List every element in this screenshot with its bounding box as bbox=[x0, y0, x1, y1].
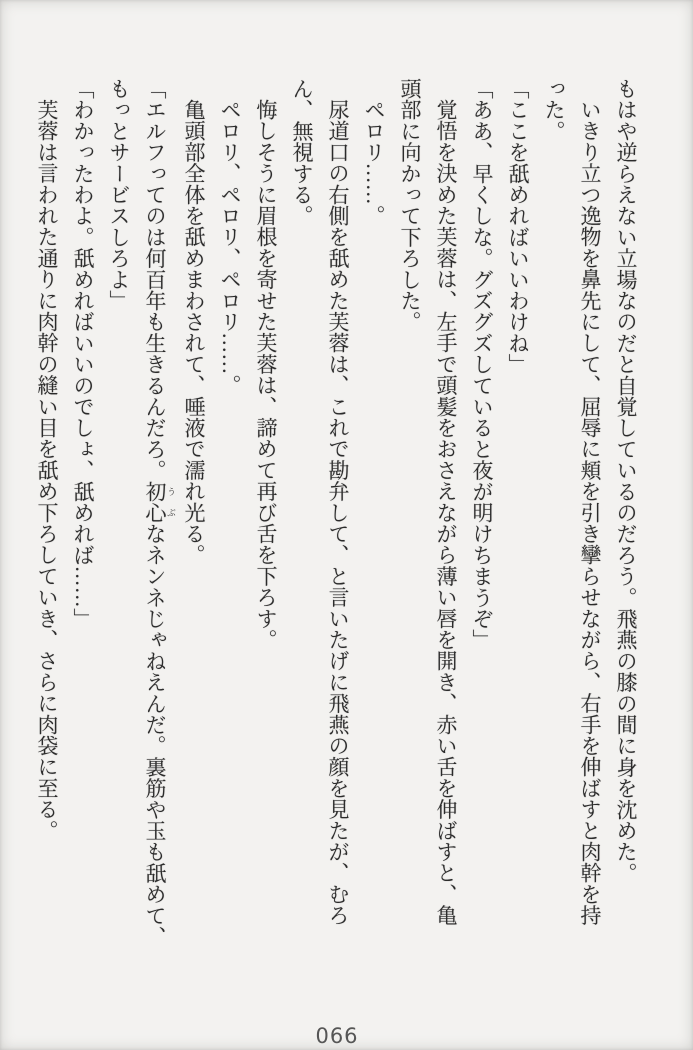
furigana-text: うぶ bbox=[166, 480, 176, 524]
text-column-3: った。 bbox=[542, 78, 566, 142]
text-column-5: 「ああ、早くしな。グズグズしていると夜が明けちまうぞ」 bbox=[470, 78, 494, 651]
text-column-12: ペロリ、ペロリ、ペロリ……。 bbox=[218, 99, 242, 396]
text-column-8: ペロリ……。 bbox=[362, 99, 386, 227]
text-column-15: もっとサービスしろよ」 bbox=[107, 78, 131, 312]
text-column-1: もはや逆らえない立場なのだと自覚しているのだろう。飛燕の膝の間に身を沈めた。 bbox=[614, 78, 638, 884]
text-column-9: 尿道口の右側を舐めた芙蓉は、これで勘弁して、と言いたげに飛燕の顔を見たが、むろ bbox=[326, 99, 350, 926]
text-column-16: 「わかったわよ。舐めればいいのでしょ、舐めれば……」 bbox=[71, 78, 95, 630]
text-column-17: 芙蓉は言われた通りに肉幹の縫い目を舐め下ろしていき、さらに肉袋に至る。 bbox=[35, 99, 59, 842]
text-column-14: 「エルフってのは何百年も生きるんだろ。初心 うぶなネンネじゃねえんだ。裏筋や玉も舐めて、 bbox=[143, 78, 176, 948]
page-number: 066 bbox=[315, 1024, 359, 1048]
text-column-7: 頭部に向かって下ろした。 bbox=[398, 78, 422, 333]
text-column-6: 覚悟を決めた芙蓉は、左手で頭髪をおさえながら薄い唇を開き、赤い舌を伸ばすと、亀 bbox=[434, 99, 458, 926]
text-column-13: 亀頭部全体を舐めまわされて、唾液で濡れ光る。 bbox=[182, 99, 206, 566]
text-column-11: 悔しそうに眉根を寄せた芙蓉は、諦めて再び舌を下ろす。 bbox=[254, 99, 278, 651]
text-column-2: いきり立つ逸物を鼻先にして、屈辱に頬を引き攣らせながら、右手を伸ばすと肉幹を持 bbox=[578, 99, 602, 926]
text-column-4: 「ここを舐めればいいわけね」 bbox=[506, 78, 530, 375]
vertical-text-block bbox=[32, 78, 644, 950]
furigana-base: 初心 うぶ bbox=[143, 480, 176, 524]
text-column-10: ん、無視する。 bbox=[290, 78, 314, 227]
